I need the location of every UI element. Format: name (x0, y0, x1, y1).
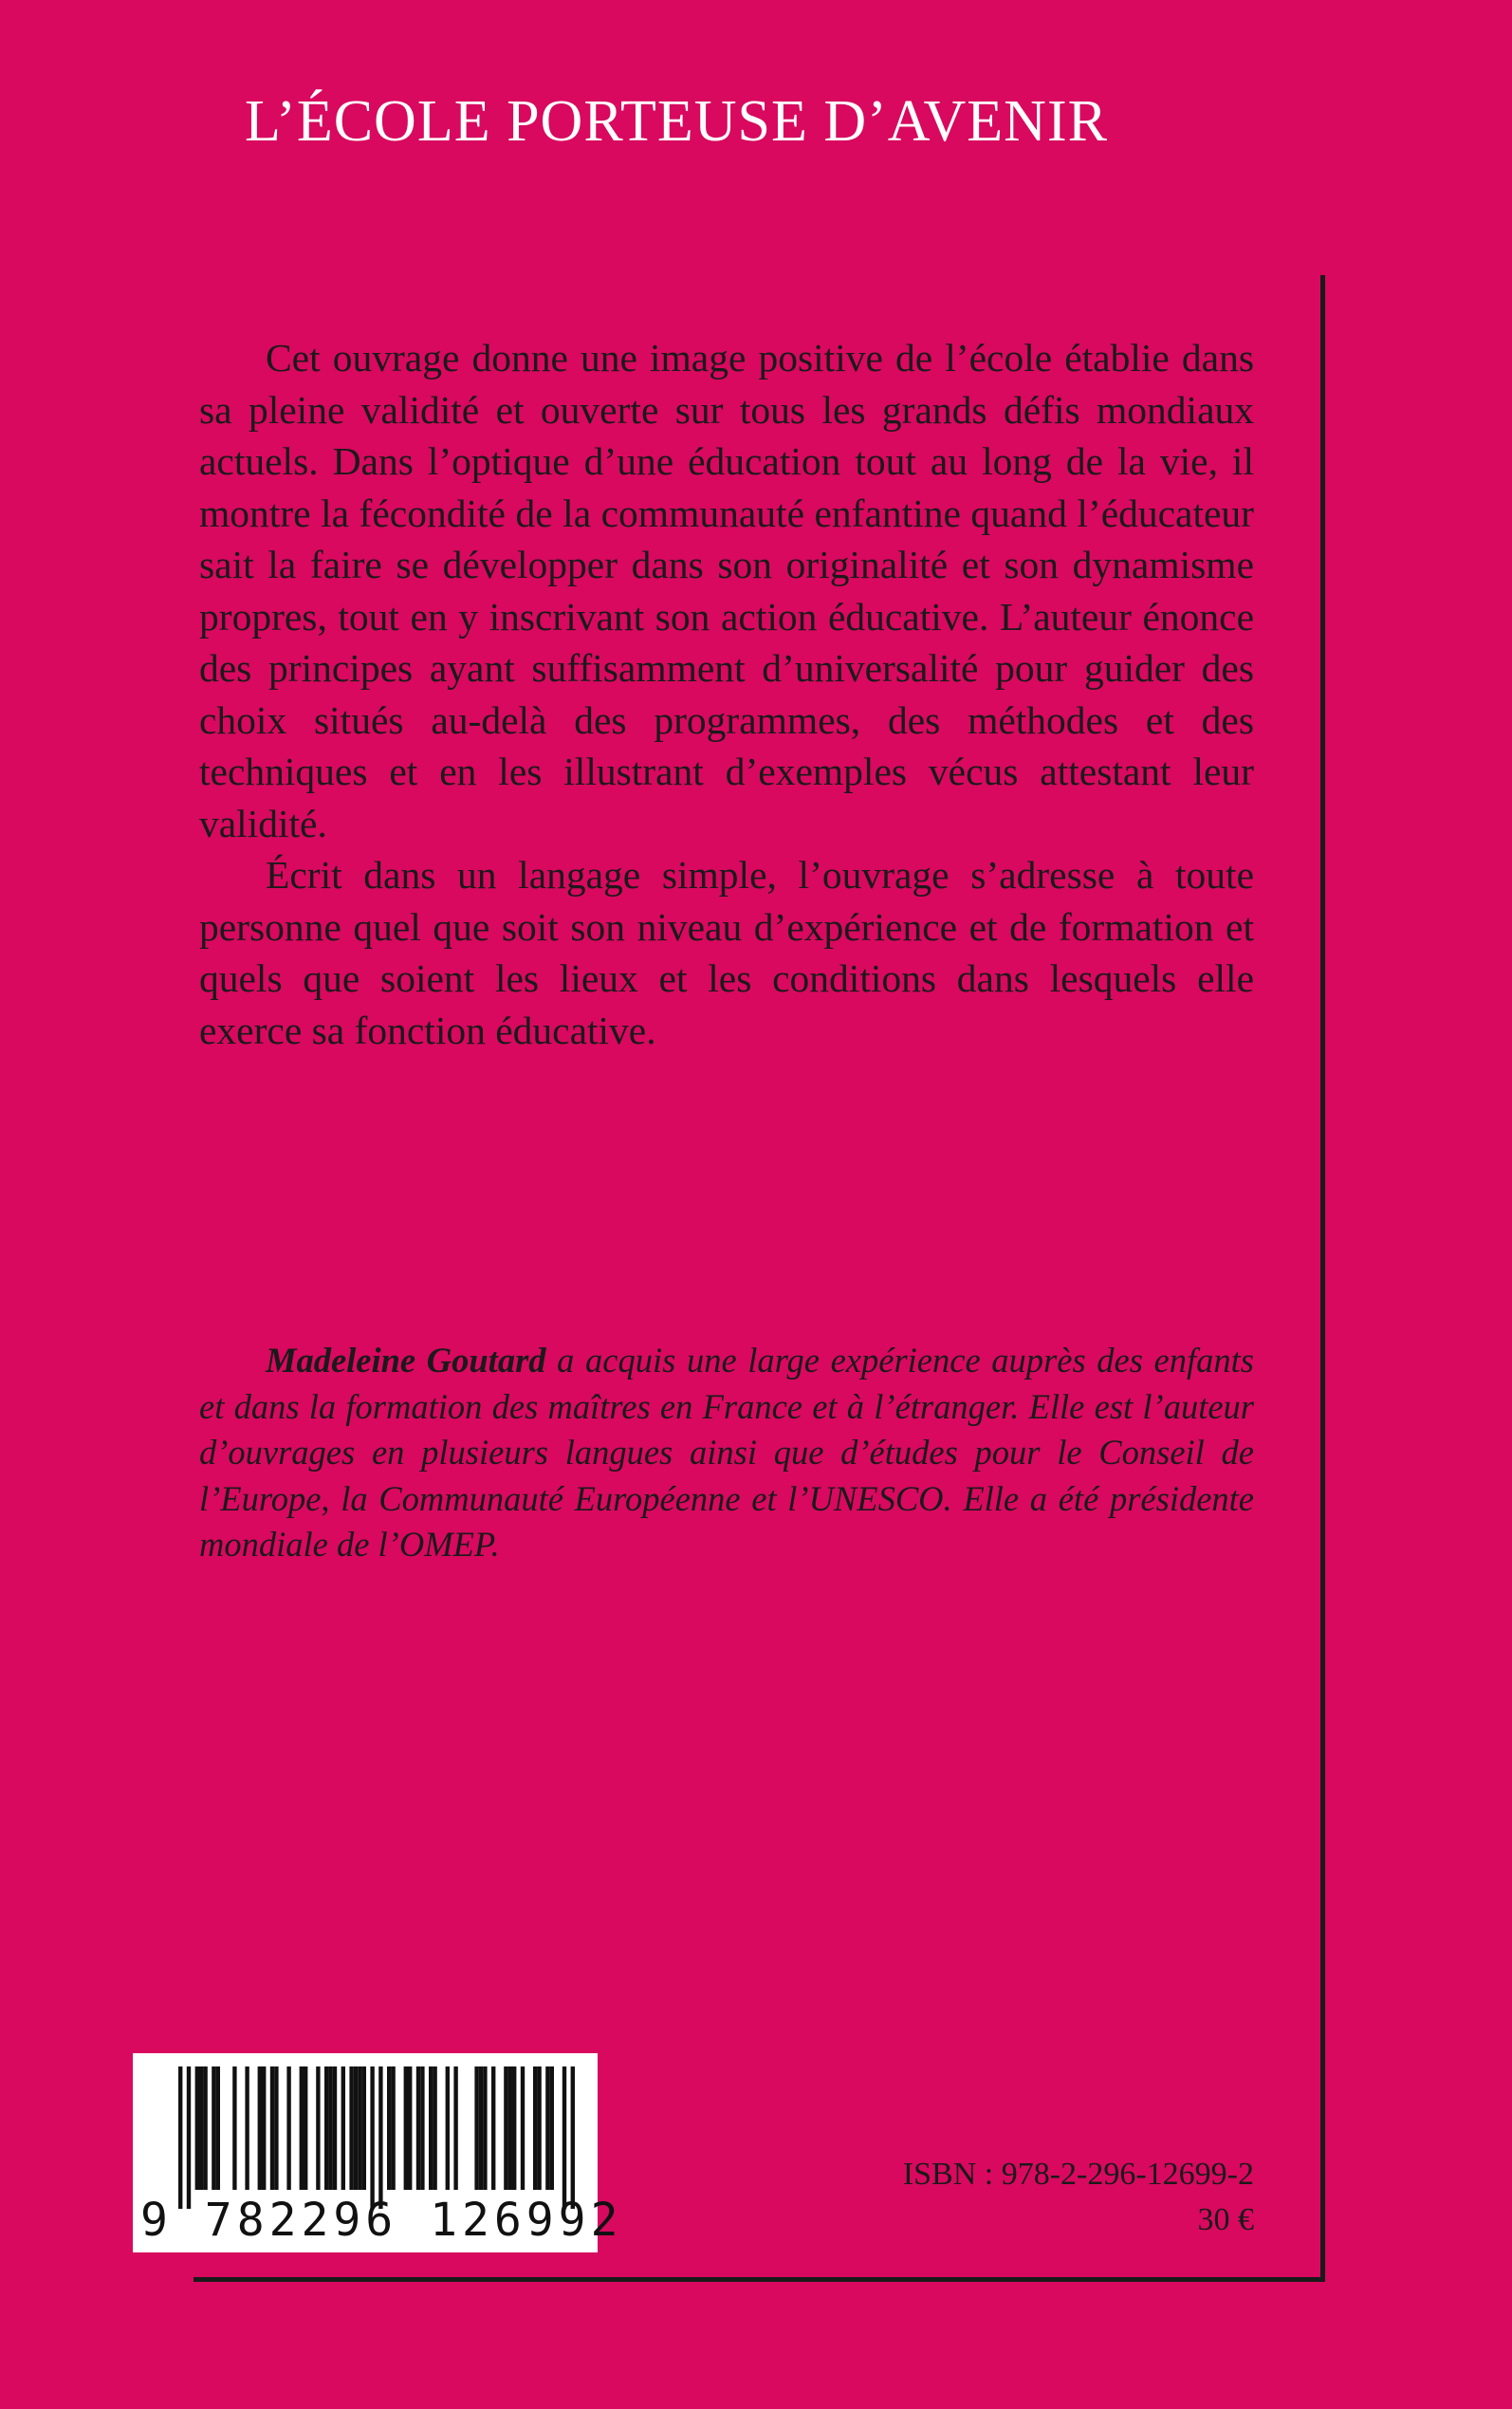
barcode-bar (358, 2066, 361, 2190)
barcode-bar (391, 2066, 395, 2190)
book-title: L’ÉCOLE PORTEUSE D’AVENIR (245, 89, 1108, 154)
barcode-bar (537, 2066, 541, 2190)
isbn: ISBN : 978-2-296-12699-2 (902, 2157, 1254, 2192)
summary-paragraph: Cet ouvrage donne une image positive de l’école établie dans sa pleine validité et ouverte sur tous les grands défis mondiaux actuels. Dans l’optique d’une éducation tout au long de la vie, il montre la fécondité de la communauté enfantine quand l’éducateur sait la faire se développer dans son originalité et son dynamisme propres, tout en y inscrivant son action éducative. L’auteur énonce des principes ayant suffisamment d’universalité pour guider des choix situés au-delà des programmes, des méthodes et des techniques et en les illustrant d’exemples vécus attestant leur validité. (199, 336, 1254, 845)
barcode-bar (274, 2066, 278, 2190)
barcode-bar (446, 2066, 450, 2190)
barcode-bar (483, 2066, 487, 2190)
barcode-bar (521, 2066, 525, 2190)
barcode-bar (232, 2066, 236, 2190)
barcode-bar (508, 2066, 512, 2190)
barcode-bar (512, 2066, 516, 2190)
barcode-bar (333, 2066, 337, 2190)
barcode-bar (203, 2066, 207, 2190)
barcode-bar (199, 2066, 203, 2190)
author-bio-text: a acquis une large expérience auprès des enfants et dans la formation des maîtres en France et à l’étranger. Elle est l’auteur d’ouvrages en plusieurs langues ainsi que d’études pour le Conseil de l’Europe, la Communauté Européenne et l’UNESCO. Elle a été présidente mondiale de l’OMEP. (199, 1341, 1254, 1564)
barcode-bar (504, 2066, 507, 2190)
barcode-bar (258, 2066, 262, 2190)
author-name: Madeleine Goutard (266, 1341, 546, 1380)
barcode-bar (429, 2066, 433, 2190)
barcode-bar (187, 2066, 191, 2209)
barcode-bar (416, 2066, 420, 2190)
summary-paragraph: Écrit dans un langage simple, l’ouvrage s’adresse à toute personne quel que soit son niveau d’expérience et de formation et quels que soient les lieux et les conditions dans lesquels elle exerce sa fonction éducative. (199, 853, 1254, 1052)
barcode-bar (550, 2066, 554, 2190)
barcode-bar (245, 2066, 249, 2190)
barcode-bar (545, 2066, 549, 2190)
barcode-bar (178, 2066, 182, 2209)
barcode-bar (216, 2066, 220, 2190)
barcode-bar (479, 2066, 483, 2190)
barcode-bar (286, 2066, 290, 2190)
barcode-bar (370, 2066, 374, 2209)
price: 30 € (1197, 2202, 1254, 2237)
author-bio-paragraph (199, 1338, 1254, 1568)
barcode-bar (270, 2066, 274, 2190)
summary-text (199, 332, 1254, 1056)
barcode-bar (262, 2066, 266, 2190)
frame-line-right (1320, 275, 1325, 2282)
barcode-bar (408, 2066, 412, 2190)
frame-line-bottom (194, 2277, 1325, 2282)
barcode-bar (474, 2066, 478, 2190)
barcode-bar (341, 2066, 345, 2190)
barcode-digits: 9 782296 126992 (140, 2194, 623, 2247)
barcode-bar (316, 2066, 320, 2190)
barcode-bar (420, 2066, 424, 2190)
barcode-bar (354, 2066, 358, 2190)
barcode-bar (433, 2066, 436, 2190)
barcode-bar (378, 2066, 382, 2209)
barcode-bar (300, 2066, 304, 2190)
barcode-bar (491, 2066, 495, 2190)
barcode-bar (404, 2066, 408, 2190)
barcode-bar (453, 2066, 457, 2190)
barcode-bar (324, 2066, 328, 2190)
barcode-bar (195, 2066, 199, 2190)
barcode-bar (387, 2066, 391, 2190)
barcode-bar (349, 2066, 353, 2190)
barcode-bar (362, 2066, 366, 2190)
author-bio (199, 1338, 1254, 1568)
barcode-bar (212, 2066, 215, 2190)
barcode-bar (533, 2066, 537, 2190)
barcode-bar (328, 2066, 332, 2190)
barcode (133, 2053, 623, 2252)
barcode-bar (562, 2066, 566, 2209)
barcode-bar (304, 2066, 307, 2190)
barcode-bar (571, 2066, 575, 2209)
